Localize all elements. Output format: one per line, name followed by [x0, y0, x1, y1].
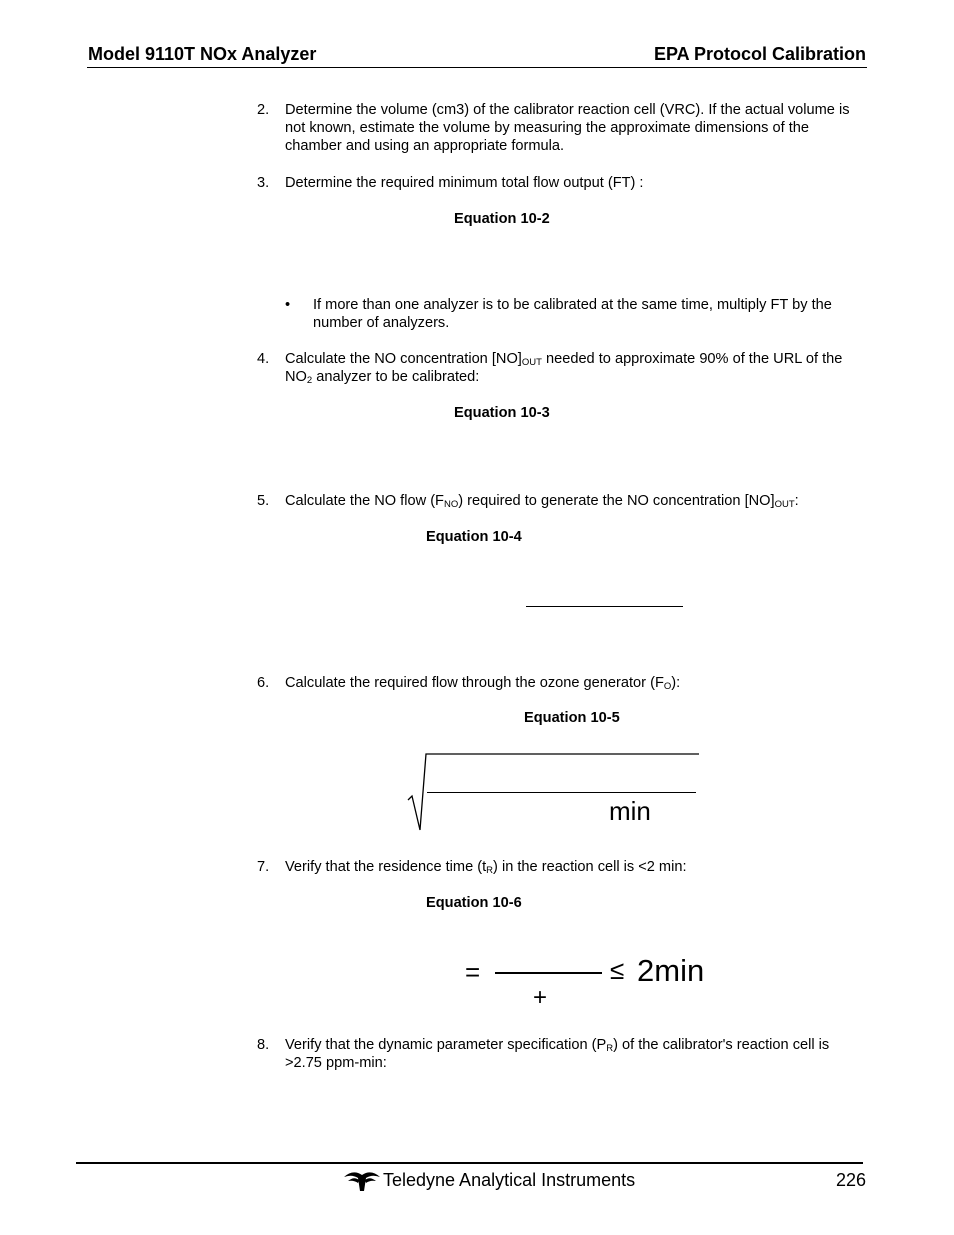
- text-part: ) of the calibrator's reaction cell is >2.75 ppm-min:: [285, 1037, 830, 1071]
- text-part: ) required to generate the NO concentration [NO]: [458, 493, 775, 509]
- equation-label-10-3: Equation 10-3: [454, 405, 550, 421]
- subscript: R: [486, 865, 494, 876]
- text-part: ):: [671, 675, 681, 691]
- step-number: 6.: [257, 675, 270, 691]
- text-part: Verify that the dynamic parameter specification (P: [285, 1037, 607, 1053]
- text-part: analyzer to be calibrated:: [312, 369, 480, 385]
- bullet-marker: •: [285, 297, 291, 313]
- step-number: 7.: [257, 859, 270, 875]
- fraction-bar: [427, 792, 696, 793]
- square-root-symbol: [404, 750, 704, 836]
- step-text: Determine the required minimum total flow output (FT) :: [285, 175, 644, 191]
- bullet-text: If more than one analyzer is to be calibrated at the same time, multiply FT by the number of analyzers.: [313, 297, 832, 331]
- step-number: 8.: [257, 1037, 270, 1053]
- text-part: needed to approximate 90% of the URL of the NO: [285, 351, 843, 385]
- footer-rule: [76, 1162, 863, 1164]
- subscript: O: [663, 681, 672, 692]
- fraction-bar: [526, 606, 683, 607]
- footer-company: Teledyne Analytical Instruments: [383, 1170, 636, 1190]
- subscript: 2: [306, 375, 313, 386]
- text-part: Calculate the NO flow (F: [285, 493, 444, 509]
- limit-value: 2min: [637, 953, 705, 988]
- step-number: 4.: [257, 351, 270, 367]
- teledyne-logo-icon: [344, 1169, 380, 1191]
- header-rule: [87, 67, 867, 68]
- step-text: [285, 492, 860, 510]
- less-equal-sign: ≤: [610, 955, 625, 985]
- subscript: OUT: [774, 499, 795, 510]
- step-text: Determine the volume (cm3) of the calibrator reaction cell (VRC). If the actual volume is not known, estimate the volume by measuring the approximate dimensions of the chamber and using an appropriate formula.: [285, 102, 850, 154]
- step-number: 5.: [257, 493, 270, 509]
- equation-label-10-6: Equation 10-6: [426, 895, 522, 911]
- subscript: OUT: [521, 357, 542, 368]
- header-document-title: Model 9110T NOx Analyzer: [88, 44, 317, 64]
- text-part: Verify that the residence time (t: [285, 859, 487, 875]
- plus-sign: +: [533, 984, 548, 1011]
- text-part: :: [794, 493, 799, 509]
- equals-sign: =: [465, 957, 481, 987]
- equation-label-10-4: Equation 10-4: [426, 529, 522, 545]
- header-section-title: EPA Protocol Calibration: [653, 44, 866, 64]
- unit-min: min: [609, 796, 651, 826]
- step-text: [285, 1036, 860, 1072]
- fraction-bar: [495, 972, 602, 974]
- page-number: 226: [835, 1170, 866, 1190]
- equation-label-10-5: Equation 10-5: [524, 710, 620, 726]
- text-part: ) in the reaction cell is <2 min:: [493, 859, 687, 875]
- step-number: 3.: [257, 175, 270, 191]
- text-part: Calculate the required flow through the ozone generator (F: [285, 675, 664, 691]
- text-part: Calculate the NO concentration [NO]: [285, 351, 522, 367]
- equation-label-10-2: Equation 10-2: [454, 211, 550, 227]
- step-text: [285, 674, 860, 692]
- step-text: [285, 858, 860, 876]
- subscript: R: [606, 1043, 614, 1054]
- step-text: [285, 350, 860, 386]
- subscript: NO: [443, 499, 459, 510]
- step-number: 2.: [257, 102, 270, 118]
